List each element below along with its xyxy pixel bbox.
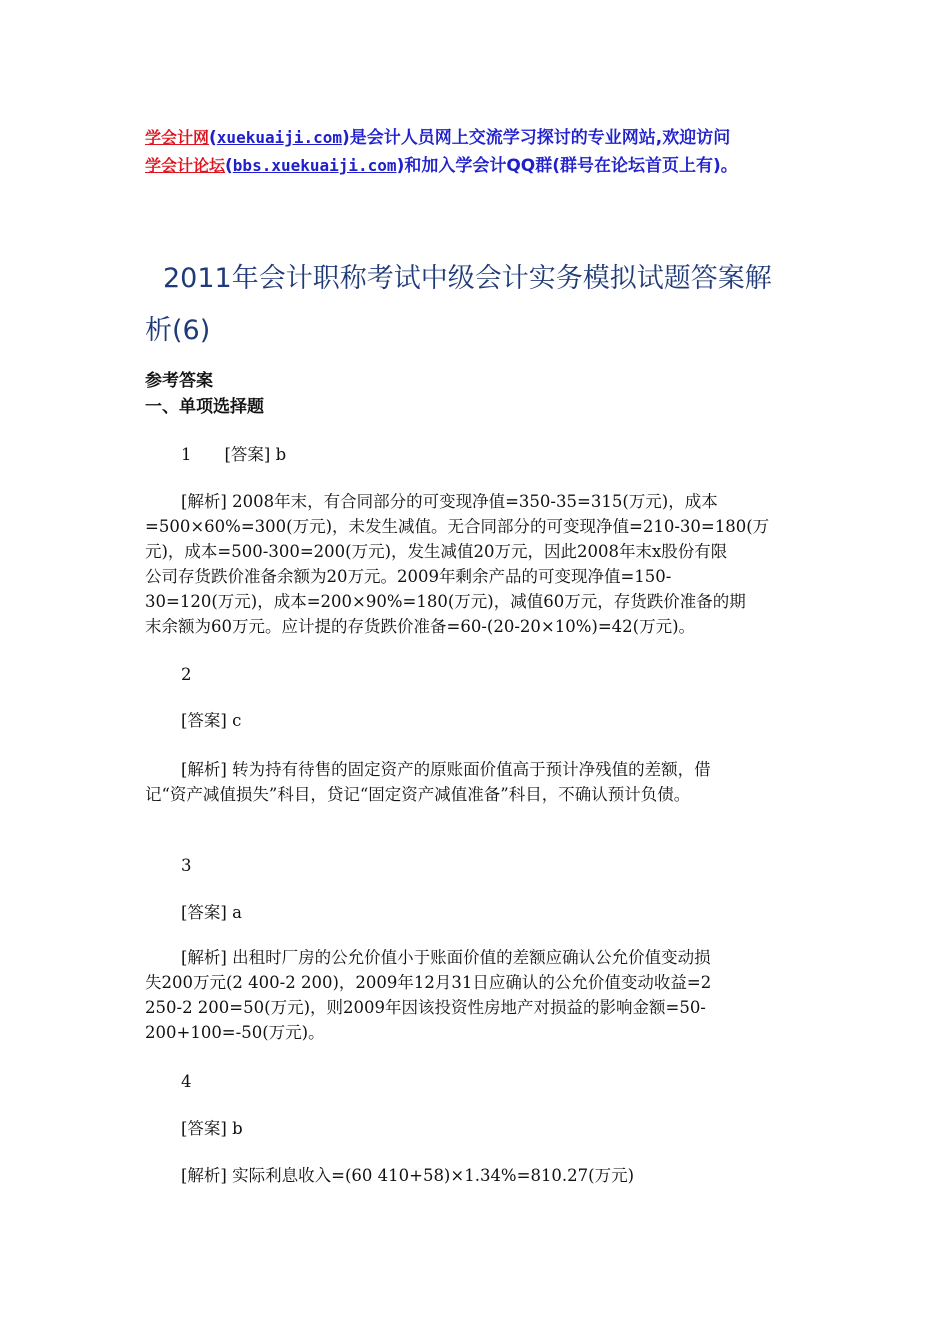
title-line-2: 析(6) bbox=[145, 315, 211, 346]
q3-line: [解析] 出租时厂房的公允价值小于账面价值的差额应确认公允价值变动损 bbox=[181, 948, 711, 967]
q1-line: 元)，成本=500-300=200(万元)，发生减值20万元，因此2008年末x股份有限 bbox=[145, 542, 728, 561]
paren: ( bbox=[225, 156, 233, 176]
q3-answer bbox=[145, 900, 810, 925]
site-url-link[interactable]: xuekuaiji.com bbox=[216, 128, 343, 147]
forum-name-link[interactable]: 学会计论坛 bbox=[145, 156, 226, 175]
forum-url-link[interactable]: bbs.xuekuaiji.com bbox=[232, 156, 397, 175]
q1-line: 公司存货跌价准备余额为20万元。2009年剩余产品的可变现净值=150- bbox=[145, 567, 672, 586]
q4-answer-text: [答案] b bbox=[181, 1119, 243, 1138]
header-line-2-text: )和加入学会计QQ群(群号在论坛首页上有)。 bbox=[396, 156, 738, 176]
paren: ( bbox=[209, 128, 217, 148]
q1-number-answer bbox=[145, 442, 810, 467]
q4-number bbox=[145, 1069, 810, 1094]
section-single-choice: 一、单项选择题 bbox=[145, 397, 264, 417]
q4-line: [解析] 实际利息收入=(60 410+58)×1.34%=810.27(万元) bbox=[181, 1166, 635, 1185]
site-name-link[interactable]: 学会计网 bbox=[145, 128, 210, 147]
title-line-1: 2011年会计职称考试中级会计实务模拟试题答案解 bbox=[163, 263, 772, 294]
q3-analysis bbox=[145, 945, 810, 1045]
q3-line: 200+100=-50(万元)。 bbox=[145, 1023, 325, 1042]
q3-line: 250-2 200=50(万元)，则2009年因该投资性房地产对损益的影响金额=50- bbox=[145, 998, 706, 1017]
q4-answer bbox=[145, 1116, 810, 1141]
page-title bbox=[145, 253, 825, 357]
q2-answer bbox=[145, 708, 810, 733]
q4-analysis bbox=[145, 1163, 810, 1188]
q1-line: 30=120(万元)，成本=200×90%=180(万元)，减值60万元，存货跌价准备的期 bbox=[145, 592, 746, 611]
header-line-1-text: )是会计人员网上交流学习探讨的专业网站,欢迎访问 bbox=[342, 128, 731, 148]
q4-number-text: 4 bbox=[181, 1072, 192, 1091]
q1-answer: 1 [答案] b bbox=[181, 445, 287, 464]
header-line-2 bbox=[145, 152, 825, 180]
q2-answer-text: [答案] c bbox=[181, 711, 242, 730]
q1-line: =500×60%=300(万元)，未发生减值。无合同部分的可变现净值=210-30=180(万 bbox=[145, 517, 770, 536]
q2-analysis bbox=[145, 757, 810, 807]
q1-analysis bbox=[145, 489, 810, 639]
q1-line: 末余额为60万元。应计提的存货跌价准备=60-(20-20×10%)=42(万元)。 bbox=[145, 617, 696, 636]
q2-line: 记“资产减值损失”科目，贷记“固定资产减值准备”科目，不确认预计负债。 bbox=[145, 785, 691, 804]
section-reference-answers: 参考答案 bbox=[145, 371, 213, 391]
q2-number-text: 2 bbox=[181, 665, 192, 684]
q2-number bbox=[145, 662, 810, 687]
q2-line: [解析] 转为持有待售的固定资产的原账面价值高于预计净残值的差额，借 bbox=[181, 760, 711, 779]
q3-line: 失200万元(2 400-2 200)，2009年12月31日应确认的公允价值变动收益=2 bbox=[145, 973, 712, 992]
q3-answer-text: [答案] a bbox=[181, 903, 242, 922]
q3-number-text: 3 bbox=[181, 856, 192, 875]
site-header bbox=[145, 124, 825, 180]
header-line-1 bbox=[145, 124, 825, 152]
q3-number bbox=[145, 853, 810, 878]
q1-line: [解析] 2008年末，有合同部分的可变现净值=350-35=315(万元)，成本 bbox=[181, 492, 718, 511]
